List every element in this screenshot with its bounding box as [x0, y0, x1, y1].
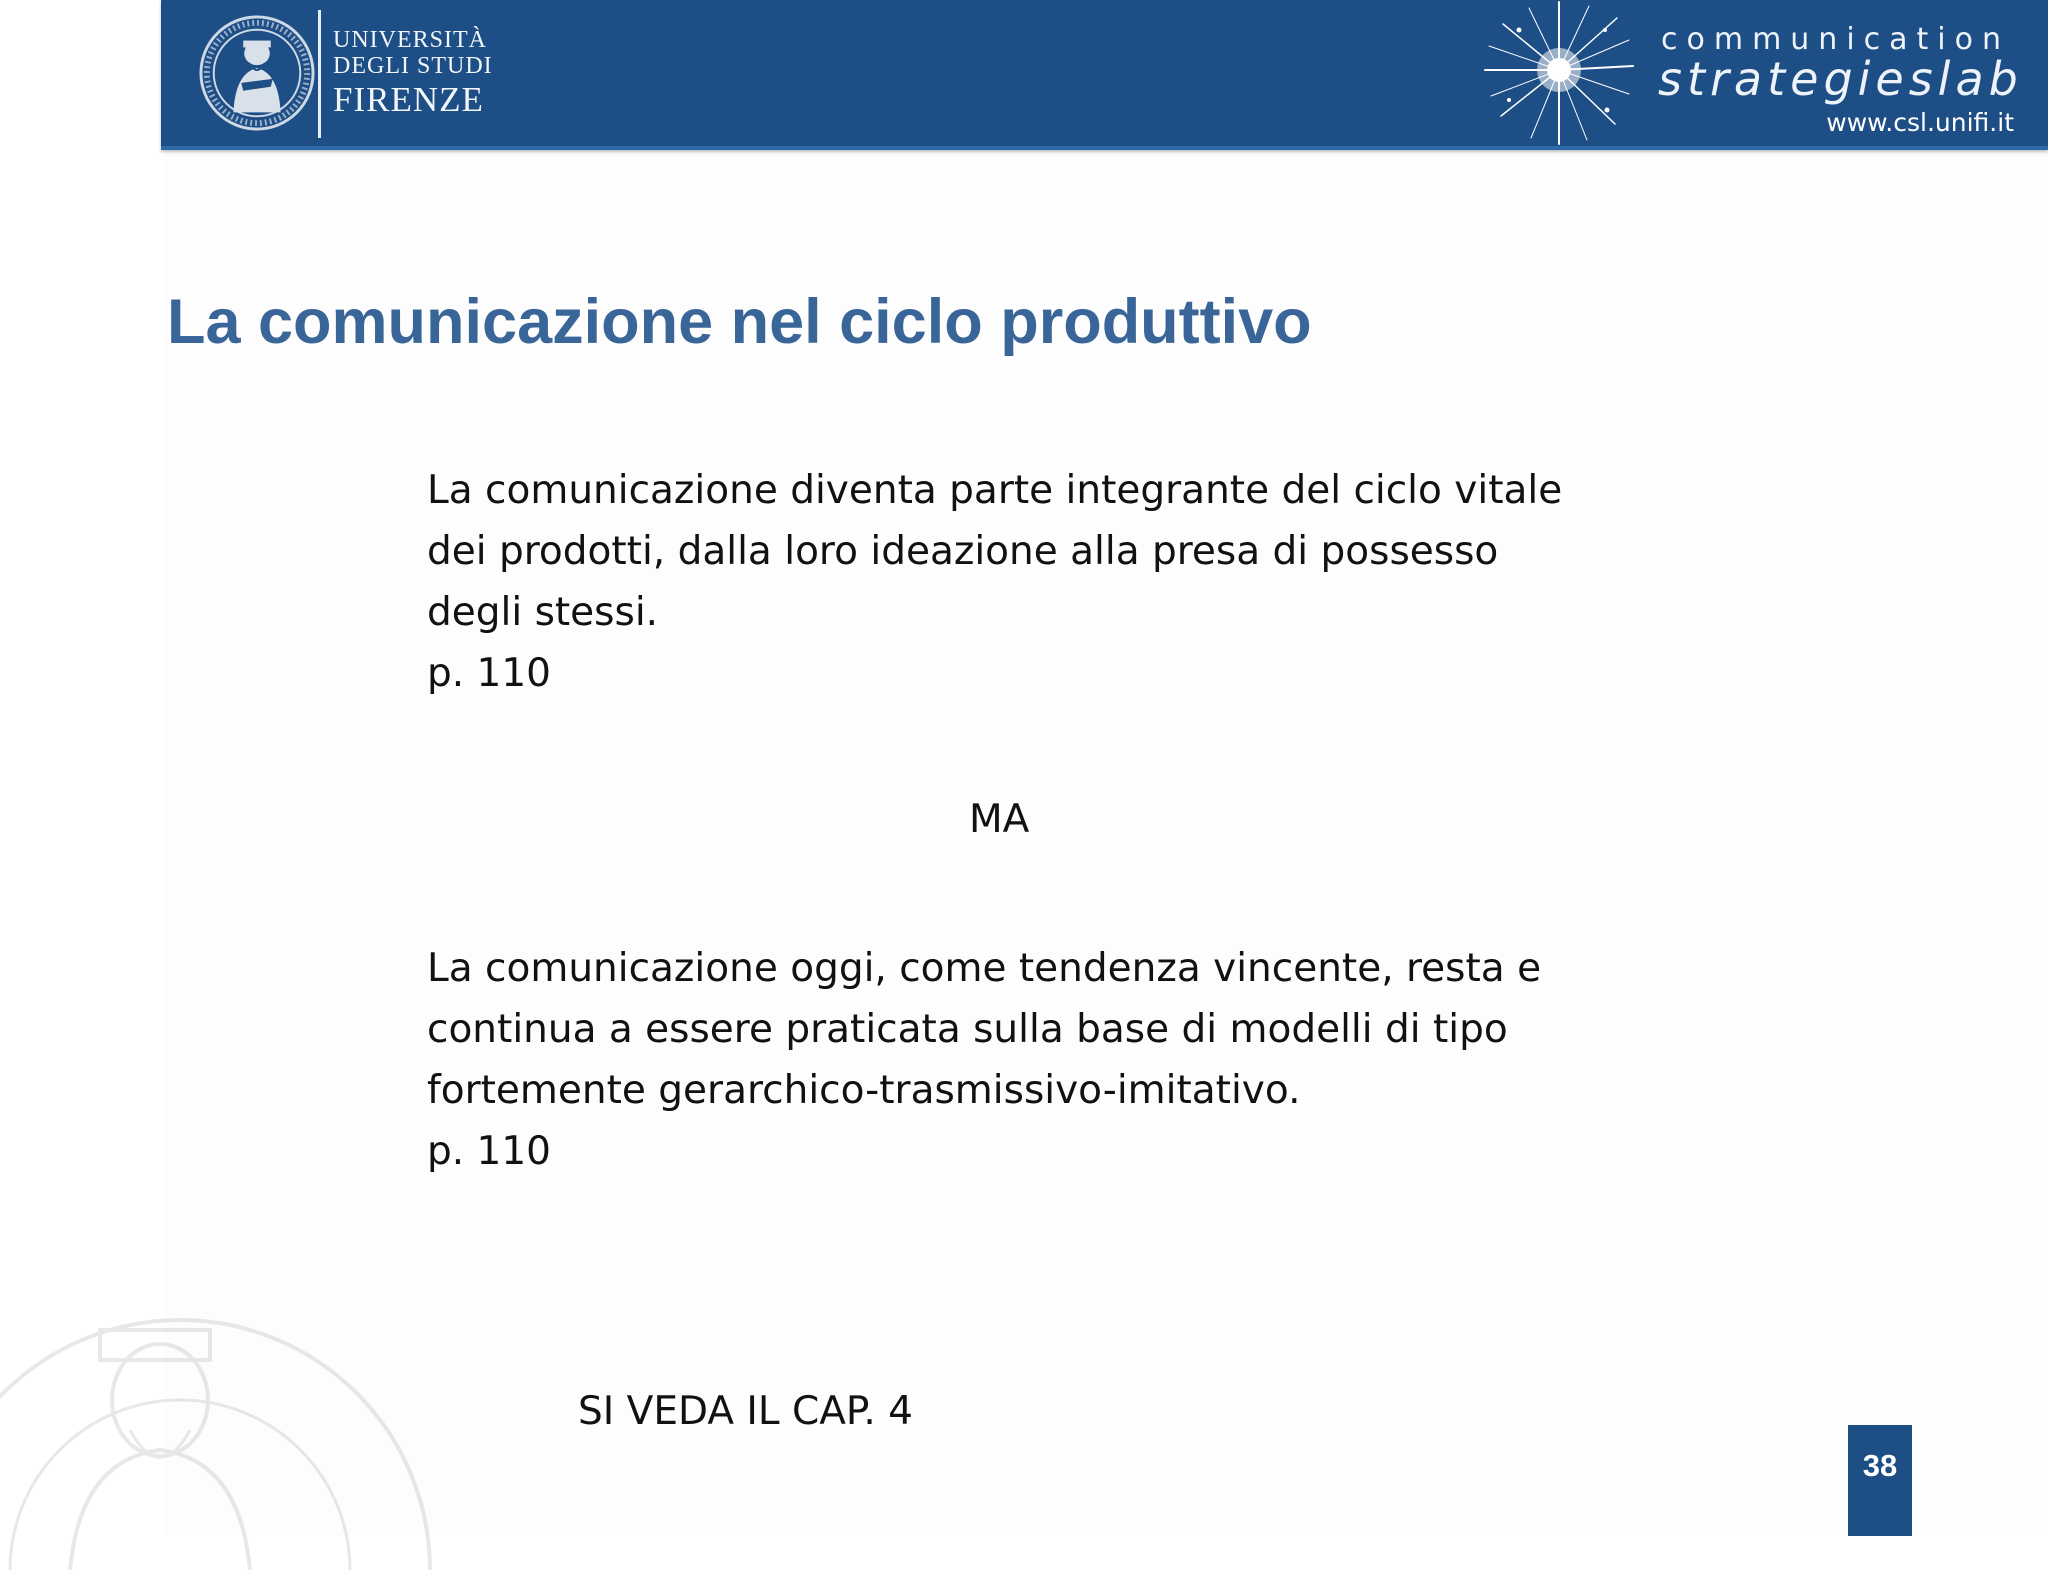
lab-name-line-1: communication: [1661, 22, 2011, 57]
paragraph-1-line: degli stessi.: [427, 590, 659, 635]
header-banner: [161, 0, 2048, 150]
university-line-3: FIRENZE: [333, 80, 484, 119]
page-number: 38: [1848, 1425, 1912, 1536]
lab-url[interactable]: www.csl.unifi.it: [1826, 108, 2014, 137]
university-seal-icon: [198, 14, 316, 132]
paragraph-2-line: La comunicazione oggi, come tendenza vincente, resta e: [427, 946, 1542, 991]
paragraph-2-line: continua a essere praticata sulla base di modelli di tipo: [427, 1007, 1508, 1052]
slide-title: La comunicazione nel ciclo produttivo: [167, 287, 1312, 357]
paragraph-2-page-ref: p. 110: [427, 1129, 551, 1174]
paragraph-1-line: dei prodotti, dalla loro ideazione alla presa di possesso: [427, 529, 1499, 574]
starburst-logo-icon: [1479, 0, 1639, 146]
connector-text: MA: [969, 797, 1030, 842]
paragraph-2-line: fortemente gerarchico-trasmissivo-imitativo.: [427, 1068, 1301, 1113]
university-line-1: UNIVERSITÀ: [333, 27, 487, 53]
university-name: [333, 28, 493, 117]
watermark-seal-icon: [0, 1270, 440, 1570]
chapter-reference: SI VEDA IL CAP. 4: [578, 1389, 913, 1434]
paragraph-2: [427, 938, 1697, 1182]
paragraph-1-page-ref: p. 110: [427, 651, 551, 696]
paragraph-1: [427, 460, 1697, 704]
lab-name-line-2: strategieslab: [1658, 52, 2023, 106]
header-divider: [318, 10, 321, 138]
paragraph-1-line: La comunicazione diventa parte integrante del ciclo vitale: [427, 468, 1563, 513]
university-line-2: DEGLI STUDI: [333, 53, 493, 79]
